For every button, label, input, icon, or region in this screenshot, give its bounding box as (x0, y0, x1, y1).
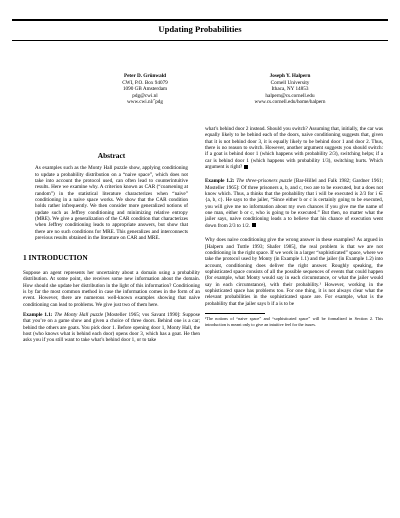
example-text: [Mosteller 1965; vos Savant 1990]: Suppose that you’re on a game show and given a choice of three doors. Behind one is a car; behind the others are goats. You pick door 1. Before opening door 1, Monty Hall, the host (who knows what is behind each door) opens door 3, which has a goat. He then asks you if you still want to take what’s behind door 1, or to take (23, 311, 200, 344)
qed-symbol (252, 223, 256, 227)
author-block-2 (205, 73, 375, 106)
author-line: 1090 GB Amsterdam (122, 86, 168, 93)
abstract-text: As examples such as the Monty Hall puzzle show, applying conditioning to update a probability distribution on a “naive space”, which does not take into account the protocol used, can often lead to counterintuitive results. Here we examine why. A criterion known as CAR (“coarsening at random”) in the statistical literature characterizes when “naive” conditioning in a naive space works. We show that the CAR condition holds rather infrequently. We then consider more generalized notions of update such as Jeffrey conditioning and minimizing relative entropy (MRE). We give a generalization of the CAR condition that characterizes when Jeffrey conditioning leads to appropriate answers, but show that there are no such conditions for MRE. This generalizes and interconnects previous results obtained in the literature on CAR and MRE. (35, 165, 188, 242)
qed-symbol (244, 165, 248, 169)
author-email[interactable]: pdg@cwi.nl (132, 92, 158, 99)
left-column (23, 148, 200, 348)
paragraph-text: what’s behind door 2 instead. Should you switch? Assuming that, initially, the car was equally likely to be behind each of the doors, naive conditioning suggests that, given that it is not behind door 3, it is equally likely to be behind door 1 and door 2. Thus, there is no reason to switch. However, another argument suggests you should switch: if a goat is behind door 1 (which happens with probability 2/3), switching helps; if a car is behind door 1 (which happens with probability 1/3), switching hurts. Which argument is right? (205, 126, 383, 171)
abstract-heading: Abstract (97, 151, 126, 160)
right-column (205, 126, 383, 327)
author-url[interactable]: www.cs.cornell.edu/home/halpern (254, 99, 326, 106)
author-url[interactable]: www.cwi.nl/˜pdg (127, 99, 163, 106)
example-1-2 (205, 178, 383, 229)
author-line: Ithaca, NY 14853 (271, 86, 309, 93)
footnote-rule (205, 313, 265, 314)
top-rule (12, 19, 388, 21)
author-line: CWI, P.O. Box 94079 (122, 79, 168, 86)
intro-paragraph: Suppose an agent represents her uncertainty about a domain using a probability distribution. At some point, she receives some new information about the domain. How should she update her distribution in the light of this information? Conditioning is by far the most common method in case the information comes in the form of an event. However, there are numerous well-known examples showing that naive conditioning can lead to problems. We give just two of them here. (23, 269, 200, 308)
example-label: Example 1.2: (205, 178, 235, 185)
section-heading: 1 INTRODUCTION (23, 253, 88, 263)
example-1-1 (23, 312, 200, 344)
author-name: Peter D. Grünwald (123, 73, 167, 79)
author-line: Cornell University (270, 79, 310, 86)
example-title: The Monty Hall puzzle (54, 311, 104, 318)
paper-title: Updating Probabilities (158, 24, 242, 34)
example-text: [Bar-Hillel and Falk 1982; Gardner 1961; Mosteller 1965]: Of three prisoners a, b, and c, two are to be executed, but a does not know which. Thus, a thinks that the probability that i will be executed is 2/3 for i ∈ {a, b, c}. He says to the jailer, “Since either b or c is certainly going to be executed, you will give me no information about my own chances if you give me the name of one man, either b or c, who is going to be executed.” But then, no matter what the jailer says, naive conditioning leads a to believe that his chance of execution went down from 2/3 to 1/2. (205, 178, 384, 229)
continued-paragraph (205, 126, 383, 170)
title-rule (12, 40, 388, 41)
why-paragraph: Why does naive conditioning give the wrong answer in these examples? As argued in [Halpern and Tuttle 1993; Shafer 1985], the real problem is that we are not conditioning in the right space. If we work in a larger “sophisticated” space, where we take the protocol used by Monty (in Example 1.1) and the jailer (in Example 1.2) into account, conditioning does deliver the right answer. Roughly speaking, the sophisticated space consists of all the possible sequences of events that could happen (for example, what Monty would say in each circumstance, or what the jailer would say in each circumstance), with their probability.¹ However, working in the sophisticated space has problems too. For one thing, it is not always clear what the relevant probabilities in the sophisticated space are. For example, what is the probability that the jailer says b if a is to be (205, 237, 383, 307)
example-label: Example 1.1: (23, 311, 53, 318)
author-name: Joseph Y. Halpern (269, 73, 311, 79)
footnote: ¹The notions of “naive space” and “sophisticated space” will be formalized in Section 2. This introduction is meant only to give an intuitive feel for the issues. (205, 316, 383, 327)
example-title: The three-prisoners puzzle (236, 178, 293, 185)
author-email[interactable]: halpern@cs.cornell.edu (265, 92, 315, 99)
